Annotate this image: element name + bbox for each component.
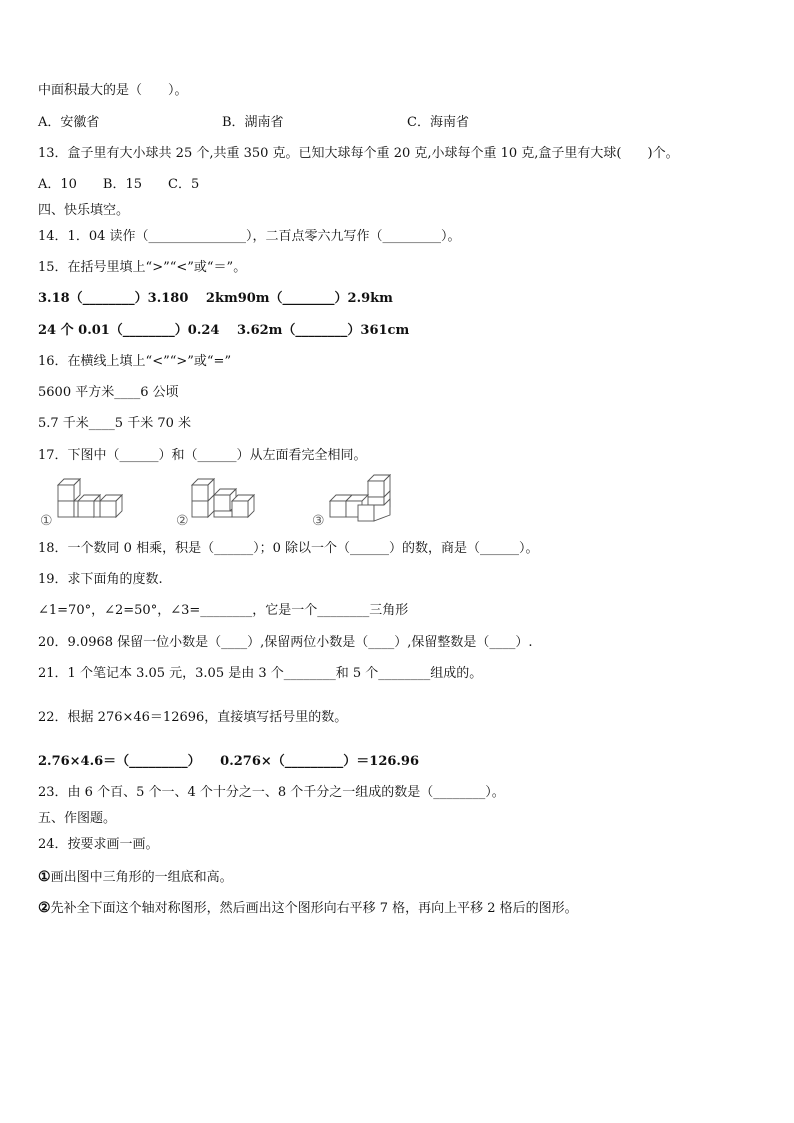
- q24-part-1: [38, 868, 233, 887]
- fig1-label: ①: [40, 513, 53, 529]
- fig3-label: ③: [312, 513, 325, 529]
- q24-part-2-text: 先补全下面这个轴对称图形，然后画出这个图形向右平移 7 格，再向上平移 2 格后的图形。: [50, 901, 578, 916]
- fig2-label: ②: [176, 513, 189, 529]
- q17-figure-3: [310, 473, 410, 529]
- q24-part-2-mark: ②: [38, 900, 51, 916]
- q19-stem: 19．求下面角的度数.: [38, 572, 163, 587]
- q18: 18．一个数同 0 相乘，积是（______）；0 除以一个（______）的数，商是（______）。: [38, 541, 539, 556]
- q17-figure-2: [176, 473, 276, 529]
- q13-options[interactable]: A．10 B．15 C．5: [38, 177, 200, 192]
- q17-figure-1: [38, 473, 138, 529]
- q13-stem: 13．盒子里有大小球共 25 个,共重 350 克。已知大球每个重 20 克,小球每个重 10 克,盒子里有大球( )个。: [38, 146, 679, 161]
- q22-stem: 22．根据 276×46＝12696，直接填写括号里的数。: [38, 710, 348, 725]
- q16-row-2: 5.7 千米____5 千米 70 米: [38, 416, 192, 431]
- q12-option-a[interactable]: A．安徽省: [38, 115, 100, 130]
- q15-row-1: 3.18（________）3.180 2km90m（________）2.9km: [38, 291, 393, 306]
- q20: 20．9.0968 保留一位小数是（____）,保留两位小数是（____）,保留整数是（____）.: [38, 635, 533, 650]
- q14: 14．1．04 读作（_______________），二百点零六九写作（_________）。: [38, 229, 461, 244]
- q22-row: 2.76×4.6＝（_________） 0.276×（_________）＝126.96: [38, 754, 420, 769]
- section-4-title: 四、快乐填空。: [38, 203, 130, 218]
- q15-row-2: 24 个 0.01（________）0.24 3.62m（________）361cm: [38, 323, 410, 338]
- q24-stem: 24．按要求画一画。: [38, 837, 159, 852]
- q23: 23．由 6 个百、5 个一、4 个十分之一、8 个千分之一组成的数是（________）。: [38, 785, 505, 800]
- q19-row: ∠1=70°，∠2=50°，∠3=________，它是一个________三角形: [38, 603, 409, 618]
- q24-part-2: [38, 899, 578, 918]
- q12-option-b[interactable]: B．湖南省: [222, 115, 284, 130]
- q17-stem: 17．下图中（______）和（______）从左面看完全相同。: [38, 448, 367, 463]
- q16-row-1: 5600 平方米____6 公顷: [38, 385, 179, 400]
- q24-part-1-mark: ①: [38, 869, 51, 885]
- q24-part-1-text: 画出图中三角形的一组底和高。: [50, 870, 233, 885]
- q15-stem: 15．在括号里填上“>”“<”或“＝”。: [38, 260, 247, 275]
- q16-stem: 16．在横线上填上“<”“>”或“=”: [38, 354, 232, 369]
- q21: 21．1 个笔记本 3.05 元，3.05 是由 3 个________和 5 个________组成的。: [38, 666, 483, 681]
- q12-option-c[interactable]: C．海南省: [407, 115, 469, 130]
- q12-stem-tail: 中面积最大的是（ ）。: [38, 83, 188, 98]
- section-5-title: 五、作图题。: [38, 811, 117, 826]
